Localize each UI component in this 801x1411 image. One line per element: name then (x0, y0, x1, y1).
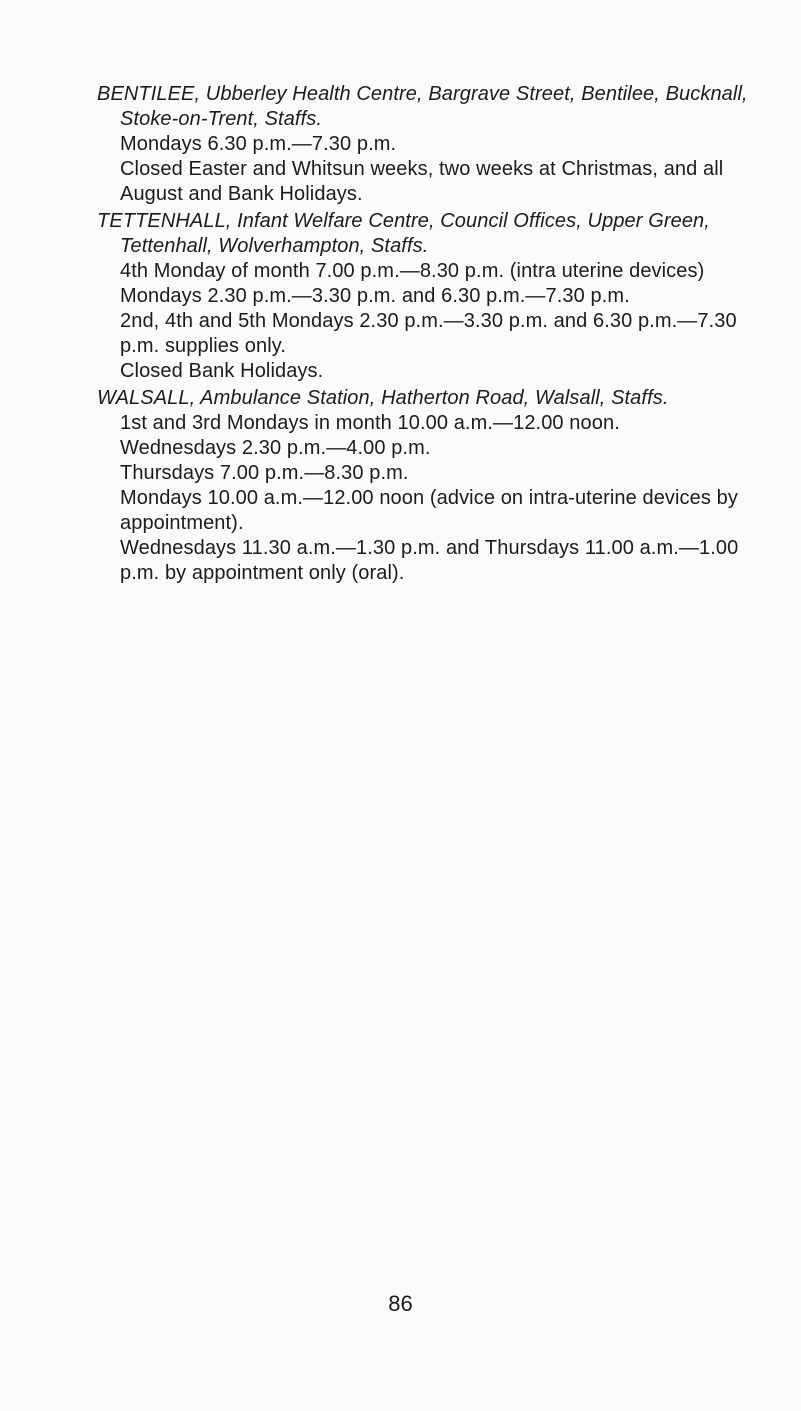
clinic-schedule-line: Mondays 10.00 a.m.—12.00 noon (advice on intra-uterine devices by appointment). (120, 487, 744, 534)
clinic-schedule-line: Mondays 2.30 p.m.—3.30 p.m. and 6.30 p.m.—7.30 p.m. (120, 285, 630, 307)
page-number: 86 (388, 1291, 413, 1316)
clinic-schedule-line: Wednesdays 11.30 a.m.—1.30 p.m. and Thursdays 11.00 a.m.—1.00 p.m. by appointment only (oral). (120, 537, 744, 584)
clinic-heading: TETTENHALL, Infant Welfare Centre, Council Offices, Upper Green, Tettenhall, Wolverhampton, Staffs. (97, 210, 710, 257)
clinic-entry-bentilee (97, 82, 757, 207)
clinic-entry-tettenhall (97, 209, 757, 384)
clinic-schedule-line: Thursdays 7.00 p.m.—8.30 p.m. (120, 462, 409, 484)
clinic-schedule-line: Wednesdays 2.30 p.m.—4.00 p.m. (120, 437, 431, 459)
clinic-heading: WALSALL, Ambulance Station, Hatherton Road, Walsall, Staffs. (97, 387, 669, 409)
clinic-entry-walsall (97, 386, 757, 586)
clinic-schedule-line: 2nd, 4th and 5th Mondays 2.30 p.m.—3.30 p.m. and 6.30 p.m.—7.30 p.m. supplies only. (120, 310, 743, 357)
clinic-heading: BENTILEE, Ubberley Health Centre, Bargrave Street, Bentilee, Bucknall, Stoke-on-Trent, Staffs. (97, 83, 748, 130)
clinic-schedule-line: Mondays 6.30 p.m.—7.30 p.m. (120, 133, 397, 155)
clinic-schedule-line: 1st and 3rd Mondays in month 10.00 a.m.—12.00 noon. (120, 412, 620, 434)
clinic-schedule-line: Closed Bank Holidays. (120, 360, 324, 382)
clinic-list (97, 82, 757, 588)
clinic-schedule-line: Closed Easter and Whitsun weeks, two weeks at Christmas, and all August and Bank Holidays. (120, 158, 728, 205)
clinic-schedule-line: 4th Monday of month 7.00 p.m.—8.30 p.m. (intra uterine devices) (120, 260, 705, 282)
